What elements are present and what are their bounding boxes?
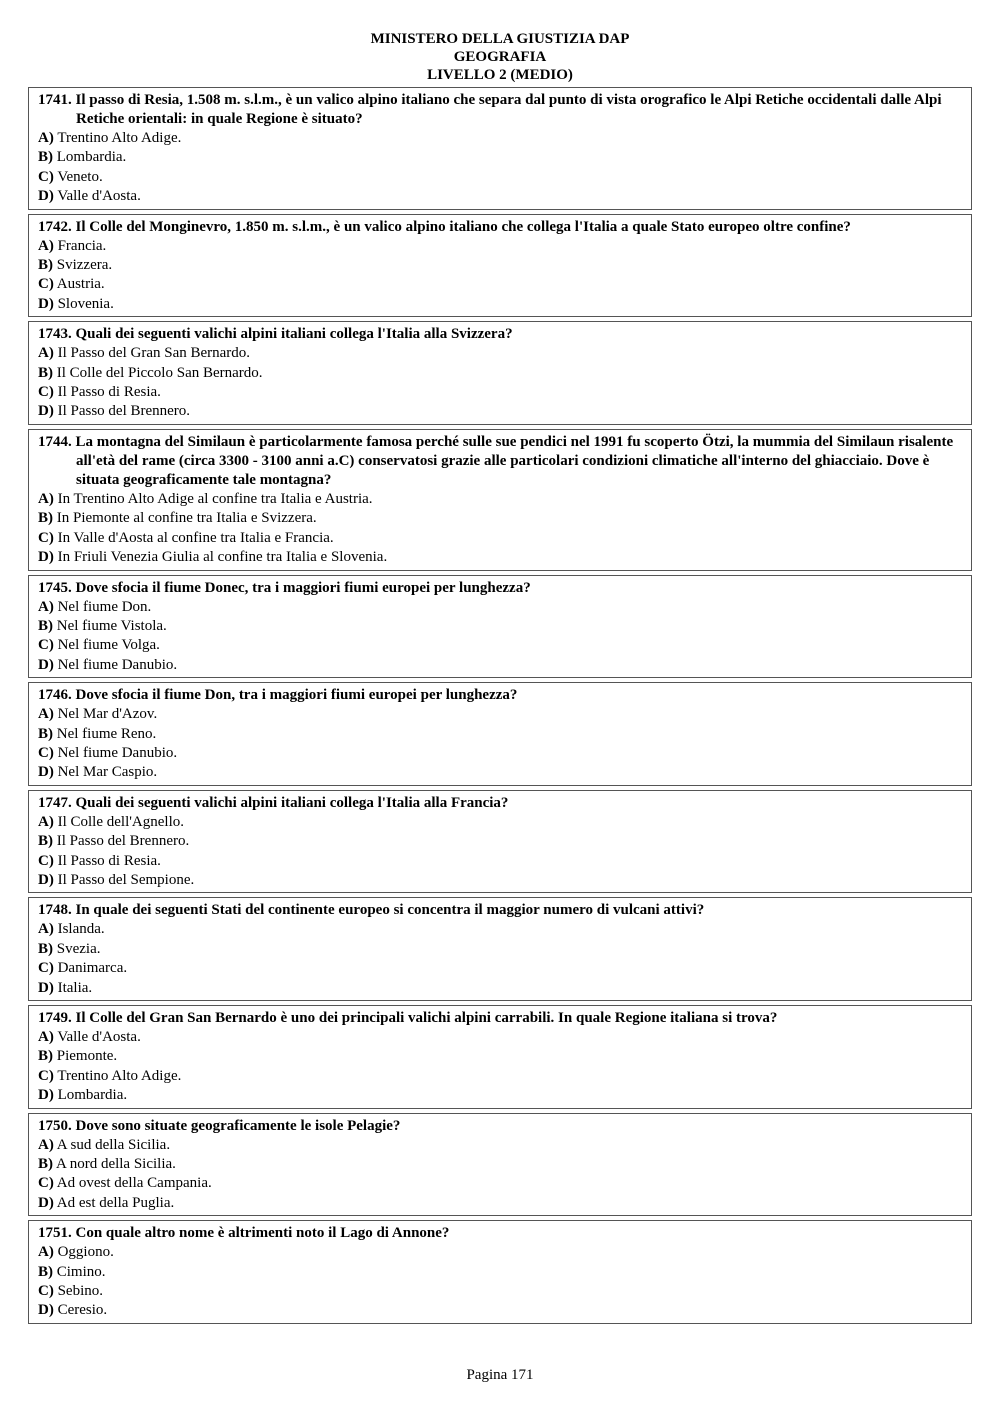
option-letter: D)	[38, 403, 54, 420]
question-text: 1745. Dove sfocia il fiume Donec, tra i maggiori fiumi europei per lunghezza?	[38, 579, 531, 596]
option-text: Cimino.	[56, 1263, 106, 1280]
question-text: 1743. Quali dei seguenti valichi alpini italiani collega l'Italia alla Svizzera?	[38, 326, 513, 343]
option-c	[38, 275, 963, 294]
question-box	[28, 214, 972, 318]
option-b	[38, 256, 963, 275]
option-letter: C)	[38, 960, 54, 977]
option-text: Ad ovest della Campania.	[56, 1175, 212, 1192]
option-text: Francia.	[57, 237, 107, 254]
option-letter: A)	[38, 1136, 54, 1153]
option-b	[38, 1047, 963, 1066]
option-letter: B)	[38, 725, 53, 742]
option-d	[38, 187, 963, 206]
option-b	[38, 364, 963, 383]
option-letter: B)	[38, 1156, 53, 1173]
option-a	[38, 1136, 963, 1155]
option-letter: B)	[38, 617, 53, 634]
option-a	[38, 705, 963, 724]
option-letter: D)	[38, 764, 54, 781]
option-text: Trentino Alto Adige.	[57, 1067, 182, 1084]
option-letter: A)	[38, 1244, 54, 1261]
option-text: In Friuli Venezia Giulia al confine tra Italia e Slovenia.	[57, 549, 388, 566]
option-text: Nel fiume Danubio.	[57, 744, 178, 761]
option-text: In Valle d'Aosta al confine tra Italia e Francia.	[57, 529, 334, 546]
option-text: Nel fiume Reno.	[56, 725, 157, 742]
option-text: Ceresio.	[57, 1302, 108, 1319]
option-c	[38, 383, 963, 402]
option-a	[38, 1028, 963, 1047]
option-text: Austria.	[56, 276, 105, 293]
option-text: In Trentino Alto Adige al confine tra Italia e Austria.	[57, 490, 373, 507]
option-d	[38, 979, 963, 998]
option-letter: C)	[38, 384, 54, 401]
option-b	[38, 1263, 963, 1282]
option-text: Piemonte.	[56, 1048, 118, 1065]
question-text: 1742. Il Colle del Monginevro, 1.850 m. s.l.m., è un valico alpino italiano che collega l'Italia a quale Stato europeo oltre confine?	[38, 218, 851, 235]
header-level: LIVELLO 2 (MEDIO)	[427, 67, 573, 83]
option-text: Lombardia.	[56, 149, 127, 166]
option-text: Trentino Alto Adige.	[57, 130, 182, 146]
option-letter: A)	[38, 706, 54, 723]
option-letter: D)	[38, 1302, 54, 1319]
option-c	[38, 1067, 963, 1086]
option-text: Nel fiume Danubio.	[57, 656, 178, 673]
option-letter: B)	[38, 1048, 53, 1065]
option-text: A sud della Sicilia.	[56, 1136, 171, 1153]
option-text: In Piemonte al confine tra Italia e Svizzera.	[56, 510, 317, 527]
option-c	[38, 852, 963, 871]
option-letter: D)	[38, 1194, 54, 1211]
option-text: Islanda.	[57, 921, 105, 938]
option-letter: D)	[38, 979, 54, 996]
option-text: Il Passo di Resia.	[57, 384, 161, 401]
option-letter: C)	[38, 1067, 54, 1084]
option-c	[38, 959, 963, 978]
option-d	[38, 1194, 963, 1213]
option-d	[38, 1301, 963, 1320]
option-text: Oggiono.	[57, 1244, 114, 1261]
option-letter: D)	[38, 549, 54, 566]
question-text: 1747. Quali dei seguenti valichi alpini italiani collega l'Italia alla Francia?	[38, 794, 509, 811]
option-letter: D)	[38, 295, 54, 312]
header-ministry: MINISTERO DELLA GIUSTIZIA DAP	[370, 31, 630, 47]
option-b	[38, 509, 963, 528]
option-text: Valle d'Aosta.	[57, 1029, 141, 1045]
option-text: Il Passo del Sempione.	[57, 871, 195, 888]
option-a	[38, 344, 963, 363]
question-text: 1751. Con quale altro nome è altrimenti noto il Lago di Annone?	[38, 1225, 450, 1242]
option-letter: C)	[38, 1283, 54, 1300]
question-text: 1746. Dove sfocia il fiume Don, tra i maggiori fiumi europei per lunghezza?	[38, 687, 518, 704]
option-text: Nel fiume Volga.	[57, 637, 160, 654]
option-text: Nel fiume Don.	[57, 598, 152, 615]
option-b	[38, 832, 963, 851]
option-text: Ad est della Puglia.	[56, 1194, 175, 1211]
option-c	[38, 1282, 963, 1301]
option-a	[38, 598, 963, 617]
question-list	[28, 87, 972, 1328]
option-b	[38, 725, 963, 744]
option-text: Nel fiume Vistola.	[56, 617, 167, 634]
option-b	[38, 1155, 963, 1174]
page-header	[0, 30, 1000, 84]
option-text: Sebino.	[57, 1283, 103, 1300]
question-box	[28, 897, 972, 1001]
option-text: A nord della Sicilia.	[55, 1156, 176, 1173]
option-letter: A)	[38, 1029, 54, 1045]
question-box	[28, 1113, 972, 1217]
option-text: Nel Mar d'Azov.	[57, 706, 158, 723]
option-d	[38, 871, 963, 890]
option-letter: B)	[38, 364, 53, 381]
question-text: 1749. Il Colle del Gran San Bernardo è uno dei principali valichi alpini carrabili. In quale Regione italiana si trova?	[38, 1010, 778, 1026]
question-box	[28, 682, 972, 786]
option-text: Valle d'Aosta.	[57, 188, 141, 205]
question-text: 1750. Dove sono situate geograficamente le isole Pelagie?	[38, 1117, 401, 1134]
option-c	[38, 1174, 963, 1193]
question-box	[28, 790, 972, 894]
option-text: Svizzera.	[56, 257, 113, 274]
option-letter: A)	[38, 490, 54, 507]
option-c	[38, 744, 963, 763]
option-text: Il Passo del Gran San Bernardo.	[57, 345, 251, 362]
option-text: Slovenia.	[57, 295, 114, 312]
option-a	[38, 490, 963, 509]
question-text: 1748. In quale dei seguenti Stati del continente europeo si concentra il maggior numero di vulcani attivi?	[38, 902, 705, 919]
option-a	[38, 813, 963, 832]
option-a	[38, 129, 963, 148]
question-box	[28, 429, 972, 571]
question-text: 1741. Il passo di Resia, 1.508 m. s.l.m., è un valico alpino italiano che separa dal punto di vista orografico le Alpi Retiche occidentali dalle Alpi Retiche orientali: in quale Regione è situato?	[38, 92, 942, 127]
option-letter: C)	[38, 168, 54, 185]
option-letter: D)	[38, 188, 54, 205]
option-letter: A)	[38, 813, 54, 830]
question-box	[28, 1220, 972, 1324]
option-d	[38, 656, 963, 675]
option-letter: D)	[38, 1087, 54, 1104]
option-letter: B)	[38, 833, 53, 850]
option-letter: C)	[38, 1175, 54, 1192]
question-box	[28, 87, 972, 210]
option-text: Nel Mar Caspio.	[57, 764, 158, 781]
option-a	[38, 237, 963, 256]
option-d	[38, 763, 963, 782]
question-text: 1744. La montagna del Similaun è particolarmente famosa perché sulle sue pendici nel 1991 fu scoperto Ötzi, la mummia del Similaun risalente all'età del rame (circa 3300 - 3100 anni a.C) conservatosi grazie alle particolari condizioni climatiche all'interno del ghiacciaio. Dove è situata geograficamente tale montagna?	[38, 433, 954, 488]
option-letter: C)	[38, 744, 54, 761]
question-box	[28, 1005, 972, 1109]
option-letter: B)	[38, 510, 53, 527]
option-d	[38, 402, 963, 421]
option-letter: C)	[38, 529, 54, 546]
option-text: Veneto.	[57, 168, 103, 185]
option-a	[38, 1243, 963, 1262]
option-letter: B)	[38, 1263, 53, 1280]
option-letter: A)	[38, 130, 54, 146]
option-d	[38, 1086, 963, 1105]
option-text: Il Colle dell'Agnello.	[57, 813, 185, 830]
question-box	[28, 575, 972, 679]
option-c	[38, 168, 963, 187]
option-letter: B)	[38, 257, 53, 274]
option-letter: C)	[38, 637, 54, 654]
option-d	[38, 295, 963, 314]
option-letter: A)	[38, 921, 54, 938]
option-b	[38, 148, 963, 167]
option-b	[38, 940, 963, 959]
option-letter: A)	[38, 345, 54, 362]
option-text: Il Passo di Resia.	[57, 852, 161, 869]
option-text: Il Passo del Brennero.	[57, 403, 191, 420]
option-text: Il Passo del Brennero.	[56, 833, 190, 850]
option-letter: B)	[38, 149, 53, 166]
option-letter: B)	[38, 940, 53, 957]
question-box	[28, 321, 972, 425]
option-text: Lombardia.	[57, 1087, 128, 1104]
header-subject: GEOGRAFIA	[453, 49, 547, 65]
option-c	[38, 636, 963, 655]
option-text: Il Colle del Piccolo San Bernardo.	[56, 364, 263, 381]
option-b	[38, 617, 963, 636]
option-c	[38, 529, 963, 548]
option-text: Svezia.	[56, 940, 101, 957]
option-d	[38, 548, 963, 567]
option-letter: C)	[38, 852, 54, 869]
option-letter: D)	[38, 871, 54, 888]
option-letter: A)	[38, 598, 54, 615]
option-letter: D)	[38, 656, 54, 673]
option-letter: A)	[38, 237, 54, 254]
page-number: Pagina 171	[466, 1367, 534, 1383]
option-a	[38, 920, 963, 939]
option-text: Danimarca.	[57, 960, 128, 977]
option-text: Italia.	[57, 979, 93, 996]
option-letter: C)	[38, 276, 54, 293]
